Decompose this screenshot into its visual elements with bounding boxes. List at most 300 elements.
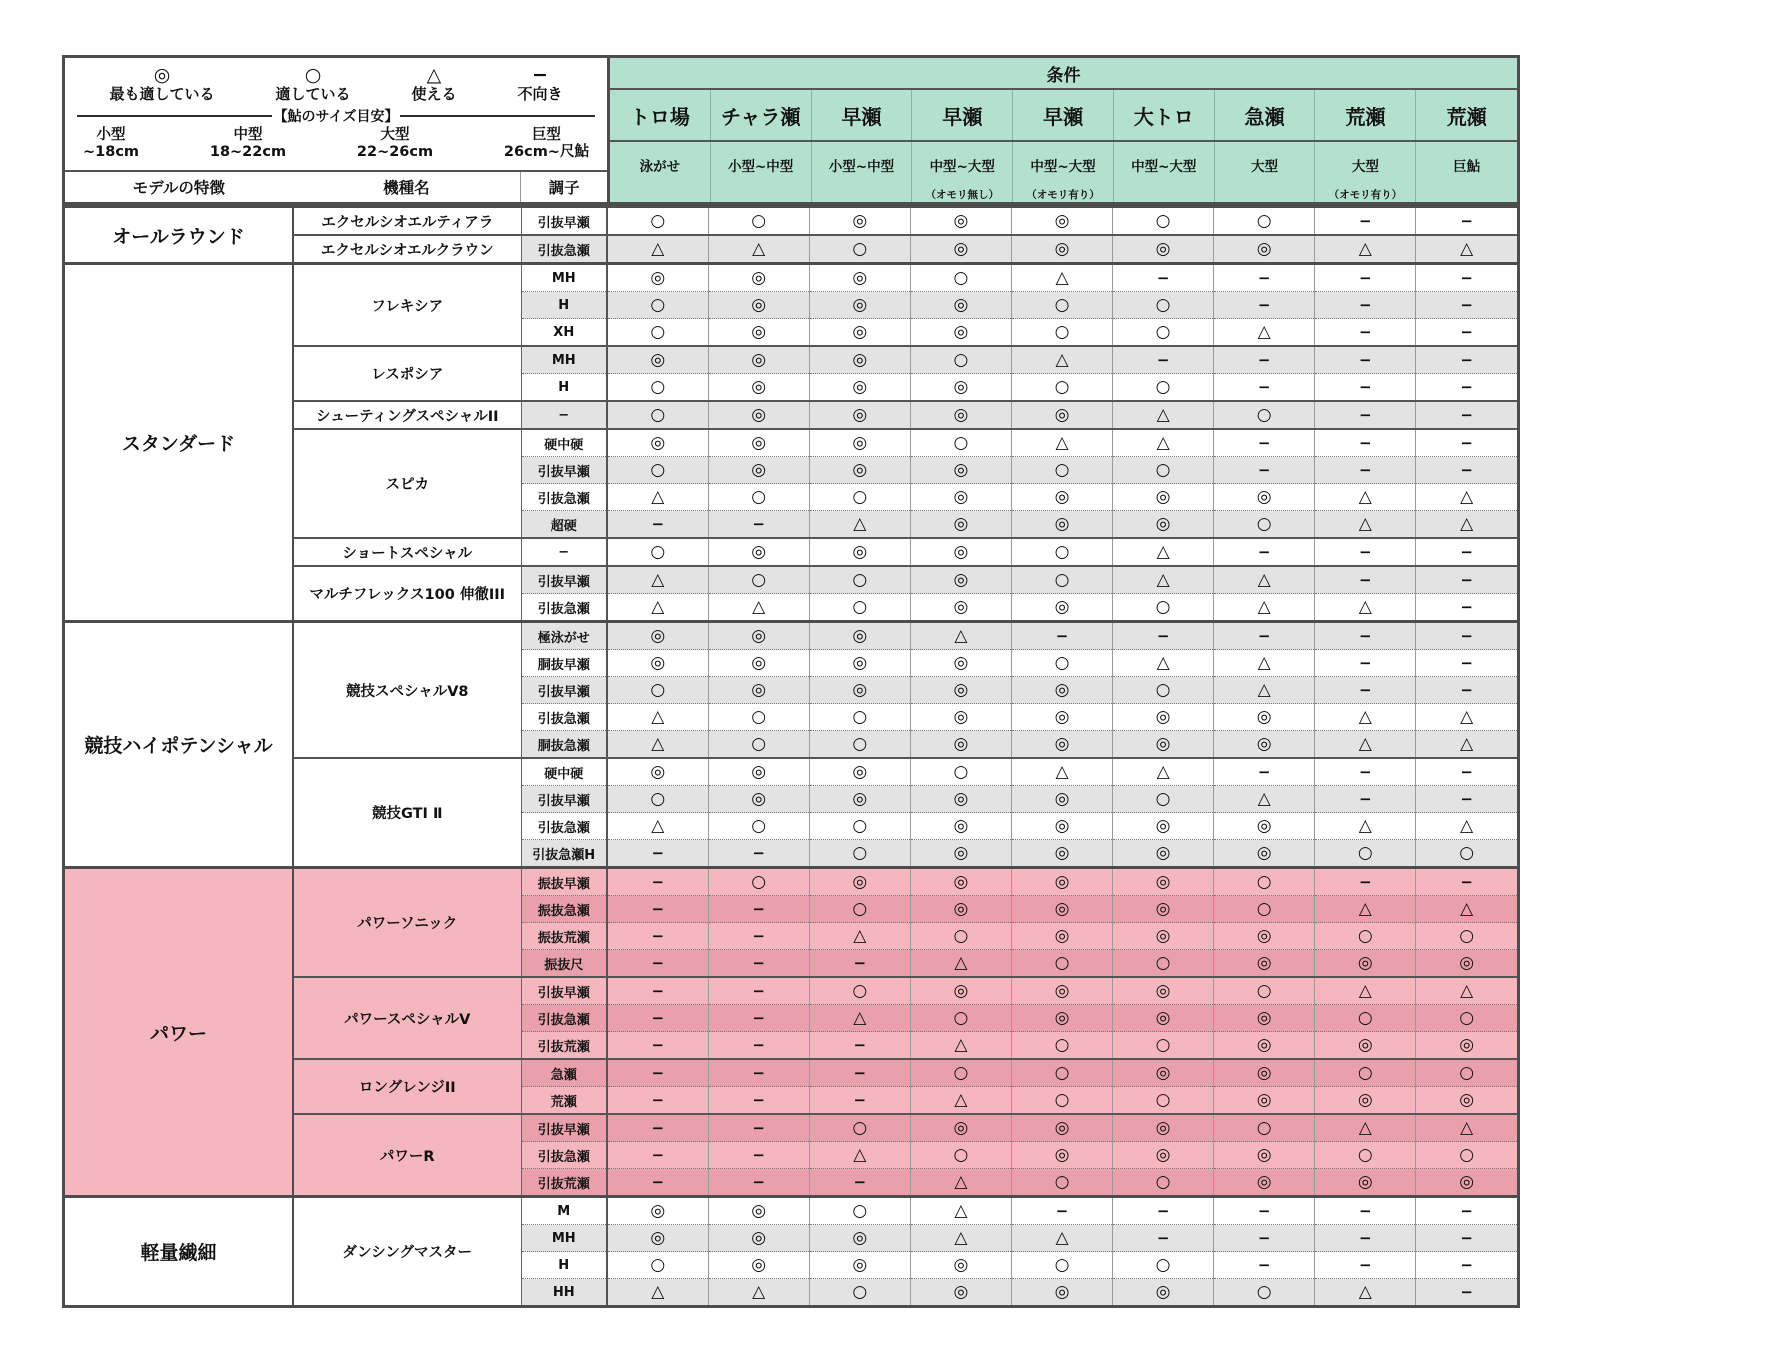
rating-cell: − [708,1169,809,1197]
rating-cell: ◎ [809,346,910,374]
rating-cell: − [607,1169,708,1197]
rating-cell: ◎ [708,429,809,457]
rating-cell: ◎ [910,538,1011,566]
size-item: 大型 22~26cm [356,127,434,160]
tone-cell: H [521,374,607,402]
condition-column-header: チャラ瀬 [711,90,812,140]
rating-cell: − [607,1087,708,1115]
ratings-grid [65,205,1517,1305]
rating-cell: − [1416,457,1517,484]
condition-size-cell: 泳がせ [610,142,711,202]
rating-cell: ◎ [708,1197,809,1225]
condition-size-cell: 中型~大型 （オモリ無し） [912,142,1013,202]
condition-size-cell: 大型 （オモリ有り） [1315,142,1416,202]
rating-cell: − [1416,401,1517,429]
rating-cell: ◎ [1011,401,1112,429]
rating-cell: ○ [708,207,809,236]
rating-cell: ○ [1011,319,1112,347]
rating-cell: ◎ [1011,1142,1112,1169]
rating-cell: △ [910,622,1011,650]
size-item: 中型 18~22cm [209,127,287,160]
rating-cell: ◎ [1011,731,1112,759]
rating-cell: △ [1315,511,1416,539]
rating-cell: ◎ [708,786,809,813]
rating-cell: △ [1315,1114,1416,1142]
rating-cell: △ [1113,538,1214,566]
rating-cell: − [1214,1197,1315,1225]
rating-cell: ◎ [910,840,1011,868]
model-cell: レスポシア [293,346,521,401]
rating-cell: ◎ [809,758,910,786]
rating-cell: ○ [1011,374,1112,402]
rating-cell: − [1315,1225,1416,1252]
rating-cell: ◎ [1011,840,1112,868]
rating-cell: ◎ [1416,950,1517,978]
divider [400,115,595,117]
rating-cell: − [1214,292,1315,319]
rating-cell: ◎ [1214,235,1315,264]
rating-cell: ◎ [1011,786,1112,813]
rating-cell: ◎ [1011,484,1112,511]
divider [77,115,272,117]
rating-cell: ◎ [1113,484,1214,511]
rating-cell: − [1011,622,1112,650]
tone-cell: 引抜荒瀬 [521,1169,607,1197]
rating-cell: △ [1214,786,1315,813]
rating-cell: − [1315,401,1416,429]
rating-cell: − [1315,1252,1416,1279]
tone-cell: 引抜急瀬 [521,594,607,622]
tone-cell: 引抜荒瀬 [521,1032,607,1060]
rating-cell: − [1113,264,1214,292]
rating-cell: ◎ [910,457,1011,484]
rating-cell: △ [1214,319,1315,347]
rating-cell: ○ [607,374,708,402]
feature-cell: 軽量繊細 [65,1197,293,1306]
size-item: 小型 ~18cm [83,127,140,160]
model-cell: フレキシア [293,264,521,347]
rating-cell: ○ [910,264,1011,292]
tone-cell: 硬中硬 [521,429,607,457]
legend-item [109,65,214,103]
tone-cell: 引抜早瀬 [521,977,607,1005]
rating-cell: − [708,977,809,1005]
tone-cell: 引抜急瀬H [521,840,607,868]
rating-cell: ◎ [1113,704,1214,731]
rating-cell: ◎ [708,457,809,484]
rating-cell: ○ [1011,457,1112,484]
rating-cell: ◎ [910,786,1011,813]
legend-label: 適している [275,85,351,103]
rating-cell: − [1214,264,1315,292]
rating-cell: − [607,1005,708,1032]
rating-cell: ○ [607,207,708,236]
rating-cell: ○ [1214,868,1315,896]
best-fit-icon: ◎ [153,64,171,86]
rating-cell: ○ [910,346,1011,374]
table-row [65,868,1517,896]
rating-cell: △ [1416,511,1517,539]
rating-cell: − [1416,594,1517,622]
good-fit-icon: ○ [304,64,322,86]
tone-cell: − [521,538,607,566]
rating-cell: ◎ [708,319,809,347]
rating-cell: ◎ [1315,1032,1416,1060]
rating-cell: ◎ [910,868,1011,896]
rating-cell: ◎ [910,813,1011,840]
model-column-header: 機種名 [383,179,430,197]
rating-cell: ○ [809,840,910,868]
rating-cell: − [607,950,708,978]
rating-cell: ◎ [1011,677,1112,704]
rating-cell: △ [708,235,809,264]
rating-cell: ◎ [809,374,910,402]
rating-cell: ○ [1011,1169,1112,1197]
rating-cell: ◎ [1214,923,1315,950]
model-cell: エクセルシオエルクラウン [293,235,521,264]
rating-cell: ◎ [1113,923,1214,950]
rating-cell: ○ [1214,896,1315,923]
rating-cell: ○ [1113,1252,1214,1279]
rating-cell: − [1315,566,1416,594]
rating-cell: △ [809,1142,910,1169]
rating-cell: ◎ [1113,868,1214,896]
rating-cell: ○ [1011,950,1112,978]
rating-cell: △ [1315,484,1416,511]
rating-cell: ○ [809,977,910,1005]
rating-cell: − [1416,622,1517,650]
tone-cell: H [521,292,607,319]
rating-cell: − [1315,457,1416,484]
condition-column-header: 早瀬 [912,90,1013,140]
rating-cell: ◎ [708,292,809,319]
rating-cell: △ [1113,429,1214,457]
rating-cell: ◎ [1214,1059,1315,1087]
rating-cell: ○ [809,704,910,731]
rating-cell: − [1315,346,1416,374]
rating-cell: ○ [1113,1032,1214,1060]
tone-cell: − [521,401,607,429]
tone-cell: 胴抜急瀬 [521,731,607,759]
rating-cell: ◎ [708,264,809,292]
condition-column-header: 急瀬 [1215,90,1316,140]
rating-cell: ○ [1113,950,1214,978]
rating-cell: − [1416,650,1517,677]
rating-cell: ○ [607,457,708,484]
table-row [65,264,1517,292]
rating-cell: ○ [607,538,708,566]
rating-cell: △ [1315,813,1416,840]
rating-cell: △ [1416,731,1517,759]
rating-cell: ◎ [1113,1005,1214,1032]
rating-cell: △ [607,484,708,511]
rating-cell: − [809,950,910,978]
rating-cell: ◎ [1113,1142,1214,1169]
rating-cell: − [1214,346,1315,374]
rating-cell: △ [607,813,708,840]
rating-cell: ○ [809,235,910,264]
tone-cell: MH [521,264,607,292]
rating-cell: − [1416,538,1517,566]
rating-cell: ◎ [607,264,708,292]
rating-cell: − [607,923,708,950]
condition-size-cell: 小型~中型 [711,142,812,202]
rating-cell: − [607,511,708,539]
condition-column-header: 荒瀬 [1315,90,1416,140]
rating-cell: − [708,1114,809,1142]
rating-cell: ◎ [1113,1279,1214,1306]
conditions-title: 条件 [610,58,1517,90]
rating-cell: ◎ [809,538,910,566]
rating-cell: ◎ [910,1252,1011,1279]
rating-cell: ◎ [1011,977,1112,1005]
model-cell: 競技GTI Ⅱ [293,758,521,868]
rating-cell: ○ [910,1005,1011,1032]
tone-cell: 振抜急瀬 [521,896,607,923]
rating-legend [65,58,607,104]
rating-cell: ○ [1214,511,1315,539]
rating-cell: ○ [809,484,910,511]
rating-cell: ◎ [708,677,809,704]
rating-cell: △ [1315,1279,1416,1306]
rating-cell: ○ [1416,1059,1517,1087]
rating-cell: ◎ [1113,1114,1214,1142]
tone-cell: M [521,1197,607,1225]
rating-cell: △ [607,731,708,759]
rating-cell: − [809,1169,910,1197]
rating-cell: − [1416,786,1517,813]
tone-cell: 引抜急瀬 [521,704,607,731]
rating-cell: ○ [809,731,910,759]
rating-cell: ○ [1214,401,1315,429]
rating-cell: ◎ [1113,813,1214,840]
rating-cell: △ [1214,650,1315,677]
rating-cell: − [1315,292,1416,319]
rating-cell: ◎ [1011,207,1112,236]
rating-cell: ◎ [910,650,1011,677]
rating-cell: △ [1214,594,1315,622]
rating-cell: − [1315,868,1416,896]
rating-cell: ○ [809,566,910,594]
rating-cell: ○ [1214,1114,1315,1142]
rating-cell: − [1315,786,1416,813]
tone-cell: 胴抜早瀬 [521,650,607,677]
rating-cell: ◎ [809,292,910,319]
rating-cell: ◎ [809,319,910,347]
condition-column-header: トロ場 [610,90,711,140]
rating-cell: − [1113,346,1214,374]
rating-cell: ◎ [1011,1279,1112,1306]
rating-cell: △ [708,594,809,622]
rating-cell: − [1416,374,1517,402]
rating-cell: △ [607,594,708,622]
rating-cell: − [607,1059,708,1087]
legend-item [411,65,456,103]
rating-cell: − [1315,1197,1416,1225]
rating-cell: ○ [708,813,809,840]
rating-cell: ○ [1113,292,1214,319]
tone-cell: 振抜尺 [521,950,607,978]
rating-cell: ◎ [607,1197,708,1225]
rating-cell: ◎ [910,1279,1011,1306]
model-cell: ロングレンジII [293,1059,521,1114]
feature-cell: 競技ハイポテンシャル [65,622,293,868]
rating-cell: ○ [1113,677,1214,704]
rating-cell: ◎ [1214,731,1315,759]
condition-column-header: 大トロ [1114,90,1215,140]
model-cell: パワーソニック [293,868,521,978]
model-cell: 競技スペシャルV8 [293,622,521,759]
tone-cell: 引抜早瀬 [521,1114,607,1142]
rating-cell: ◎ [910,374,1011,402]
tone-cell: 振抜早瀬 [521,868,607,896]
rating-cell: − [1011,1197,1112,1225]
rating-cell: △ [1416,484,1517,511]
rating-cell: − [1416,346,1517,374]
rating-cell: ○ [607,786,708,813]
rating-cell: − [708,1032,809,1060]
rating-cell: ◎ [1416,1032,1517,1060]
rating-cell: − [708,840,809,868]
rating-cell: ○ [1011,292,1112,319]
rating-cell: ◎ [910,292,1011,319]
tone-cell: 極泳がせ [521,622,607,650]
rating-cell: △ [1315,235,1416,264]
rating-cell: ◎ [1113,840,1214,868]
tone-cell: 引抜早瀬 [521,207,607,236]
rating-cell: ◎ [1011,1005,1112,1032]
rating-cell: − [708,1087,809,1115]
rating-cell: △ [1113,758,1214,786]
model-cell: スピカ [293,429,521,538]
rating-cell: − [1214,429,1315,457]
rating-cell: ◎ [1214,840,1315,868]
rating-cell: ◎ [607,429,708,457]
rating-cell: ◎ [1214,1005,1315,1032]
conditions-header [610,58,1517,202]
rating-cell: − [607,840,708,868]
rating-cell: ◎ [809,207,910,236]
rating-cell: ◎ [910,319,1011,347]
rating-cell: ○ [1113,1087,1214,1115]
rating-cell: − [1315,758,1416,786]
rating-cell: − [1416,1252,1517,1279]
rating-cell: △ [607,235,708,264]
rating-cell: ○ [708,484,809,511]
condition-size-cell: 中型~大型 （オモリ有り） [1013,142,1114,202]
rating-cell: △ [910,1225,1011,1252]
condition-size-cell: 巨鮎 [1453,159,1481,175]
table-header [65,58,1517,205]
rod-comparison-table [62,55,1520,1308]
tone-cell: 引抜急瀬 [521,1142,607,1169]
rating-cell: ◎ [910,704,1011,731]
rating-cell: ◎ [708,374,809,402]
rating-cell: ◎ [607,346,708,374]
legend-label: 使える [411,85,457,103]
rating-cell: − [1214,538,1315,566]
rating-cell: ◎ [1214,1142,1315,1169]
rating-cell: ◎ [708,538,809,566]
rating-cell: △ [910,1169,1011,1197]
rating-cell: ◎ [1315,1087,1416,1115]
rating-cell: ◎ [910,207,1011,236]
rating-cell: ○ [809,594,910,622]
rating-cell: ◎ [607,1225,708,1252]
rating-cell: ◎ [1011,235,1112,264]
rating-cell: ○ [607,292,708,319]
rating-cell: ○ [1011,566,1112,594]
tone-cell: 引抜早瀬 [521,566,607,594]
model-cell: シューティングスペシャルII [293,401,521,429]
condition-column-header: 荒瀬 [1446,105,1487,129]
rating-cell: ○ [708,731,809,759]
rating-cell: ○ [1416,1142,1517,1169]
rating-cell: ◎ [1315,950,1416,978]
rating-cell: ○ [1315,1142,1416,1169]
model-cell: パワースペシャルV [293,977,521,1059]
rating-cell: ◎ [1214,1032,1315,1060]
rating-cell: △ [1011,264,1112,292]
rating-cell: ○ [1416,840,1517,868]
rating-cell: ◎ [1214,704,1315,731]
rating-cell: ○ [607,1252,708,1279]
rating-cell: ◎ [1113,511,1214,539]
table-row [65,207,1517,236]
rating-cell: ○ [607,319,708,347]
rating-cell: − [1214,374,1315,402]
condition-size-cell: 小型~中型 [812,142,913,202]
rating-cell: ○ [708,868,809,896]
rating-cell: ○ [1113,319,1214,347]
rating-cell: △ [607,1279,708,1306]
rating-cell: △ [910,1032,1011,1060]
rating-cell: ◎ [809,1252,910,1279]
rating-cell: △ [607,566,708,594]
tone-cell: HH [521,1279,607,1306]
rating-cell: ◎ [910,484,1011,511]
rating-cell: ○ [1315,840,1416,868]
condition-size-cell: 中型~大型 [1114,142,1215,202]
rating-cell: − [607,1142,708,1169]
rating-cell: ○ [1113,374,1214,402]
tone-cell: MH [521,1225,607,1252]
feature-cell: オールラウンド [65,207,293,264]
rating-cell: ◎ [1011,511,1112,539]
rating-cell: − [1315,319,1416,347]
rating-cell: ◎ [809,457,910,484]
rating-cell: − [1113,1225,1214,1252]
rating-cell: − [1113,1197,1214,1225]
rating-cell: ◎ [910,566,1011,594]
weight-note: （オモリ有り） [1328,189,1403,201]
rating-cell: − [1315,677,1416,704]
rating-cell: − [1416,264,1517,292]
rating-cell: ○ [1113,1169,1214,1197]
rating-cell: △ [1315,594,1416,622]
rating-cell: ○ [1416,1005,1517,1032]
rating-cell: − [607,1114,708,1142]
rating-cell: △ [607,704,708,731]
rating-cell: ◎ [1011,594,1112,622]
rating-cell: − [708,923,809,950]
rating-cell: − [607,1032,708,1060]
tone-cell: H [521,1252,607,1279]
rating-cell: ◎ [910,677,1011,704]
rating-cell: ◎ [910,594,1011,622]
rating-cell: ○ [1011,1059,1112,1087]
rating-cell: ◎ [809,650,910,677]
